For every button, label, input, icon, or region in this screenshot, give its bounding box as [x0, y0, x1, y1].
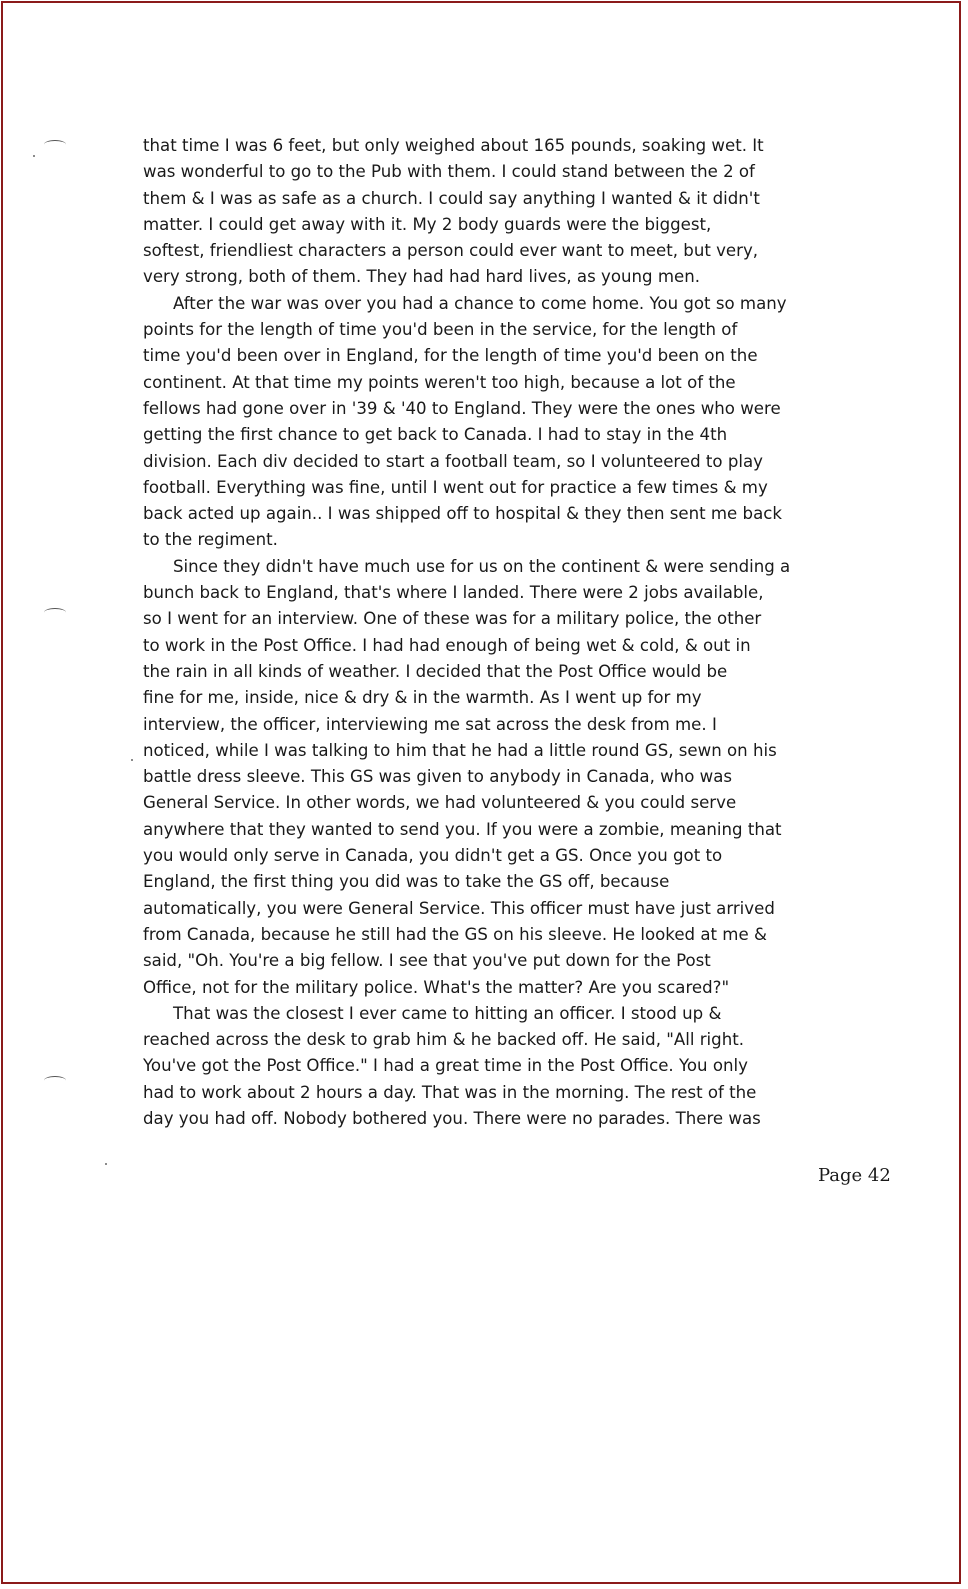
text-line: from Canada, because he still had the GS on his sleeve. He looked at me & — [143, 924, 767, 944]
text-line: noticed, while I was talking to him that he had a little round GS, sewn on his — [143, 740, 777, 760]
scan-speck — [105, 1163, 107, 1165]
text-line: softest, friendliest characters a person could ever want to meet, but very, — [143, 241, 759, 261]
text-line: was wonderful to go to the Pub with them. I could stand between the 2 of — [143, 162, 755, 182]
hole-punch-mark — [44, 608, 66, 617]
body-text — [143, 133, 823, 1132]
text-line: Since they didn't have much use for us on the continent & were sending a — [173, 556, 791, 576]
text-line: back acted up again.. I was shipped off to hospital & they then sent me back — [143, 504, 782, 524]
text-line: said, "Oh. You're a big fellow. I see that you've put down for the Post — [143, 951, 711, 971]
text-line: the rain in all kinds of weather. I decided that the Post Office would be — [143, 661, 728, 681]
text-line: battle dress sleeve. This GS was given to anybody in Canada, who was — [143, 767, 733, 787]
text-line: very strong, both of them. They had had hard lives, as young men. — [143, 267, 700, 287]
text-line: fine for me, inside, nice & dry & in the warmth. As I went up for my — [143, 688, 702, 708]
text-line: reached across the desk to grab him & he backed off. He said, "All right. — [143, 1030, 744, 1050]
text-line: anywhere that they wanted to send you. If you were a zombie, meaning that — [143, 819, 782, 839]
text-line: you would only serve in Canada, you didn't get a GS. Once you got to — [143, 846, 723, 866]
text-line: interview, the officer, interviewing me sat across the desk from me. I — [143, 714, 717, 734]
text-line: matter. I could get away with it. My 2 body guards were the biggest, — [143, 214, 712, 234]
text-line: bunch back to England, that's where I landed. There were 2 jobs available, — [143, 583, 764, 603]
text-line: points for the length of time you'd been in the service, for the length of — [143, 320, 738, 340]
text-line: continent. At that time my points weren't too high, because a lot of the — [143, 372, 736, 392]
text-line: football. Everything was fine, until I went out for practice a few times & my — [143, 477, 768, 497]
text-line: automatically, you were General Service. This officer must have just arrived — [143, 898, 775, 918]
text-line: that time I was 6 feet, but only weighed about 165 pounds, soaking wet. It — [143, 136, 764, 155]
hole-punch-mark — [44, 1076, 66, 1085]
text-line: to the regiment. — [143, 530, 278, 550]
text-line: Office, not for the military police. What's the matter? Are you scared?" — [143, 977, 730, 997]
text-line: so I went for an interview. One of these was for a military police, the other — [143, 609, 762, 629]
text-line: After the war was over you had a chance to come home. You got so many — [173, 293, 787, 313]
text-line: General Service. In other words, we had volunteered & you could serve — [143, 793, 737, 813]
text-line: division. Each div decided to start a football team, so I volunteered to play — [143, 451, 763, 471]
text-line: had to work about 2 hours a day. That was in the morning. The rest of the — [143, 1082, 757, 1102]
text-line: getting the first chance to get back to Canada. I had to stay in the 4th — [143, 425, 728, 445]
text-line: That was the closest I ever came to hitting an officer. I stood up & — [173, 1003, 722, 1023]
scan-speck — [33, 155, 35, 157]
text-line: them & I was as safe as a church. I could say anything I wanted & it didn't — [143, 188, 760, 208]
hole-punch-mark — [44, 140, 66, 149]
text-line: fellows had gone over in '39 & '40 to England. They were the ones who were — [143, 398, 781, 418]
page-number: Page 42 — [818, 1165, 891, 1186]
text-line: You've got the Post Office." I had a great time in the Post Office. You only — [143, 1056, 748, 1076]
text-line: England, the first thing you did was to take the GS off, because — [143, 872, 670, 892]
text-line: time you'd been over in England, for the length of time you'd been on the — [143, 346, 758, 366]
scan-speck — [131, 759, 133, 761]
text-line: to work in the Post Office. I had had enough of being wet & cold, & out in — [143, 635, 751, 655]
text-line: day you had off. Nobody bothered you. There were no parades. There was — [143, 1108, 761, 1128]
